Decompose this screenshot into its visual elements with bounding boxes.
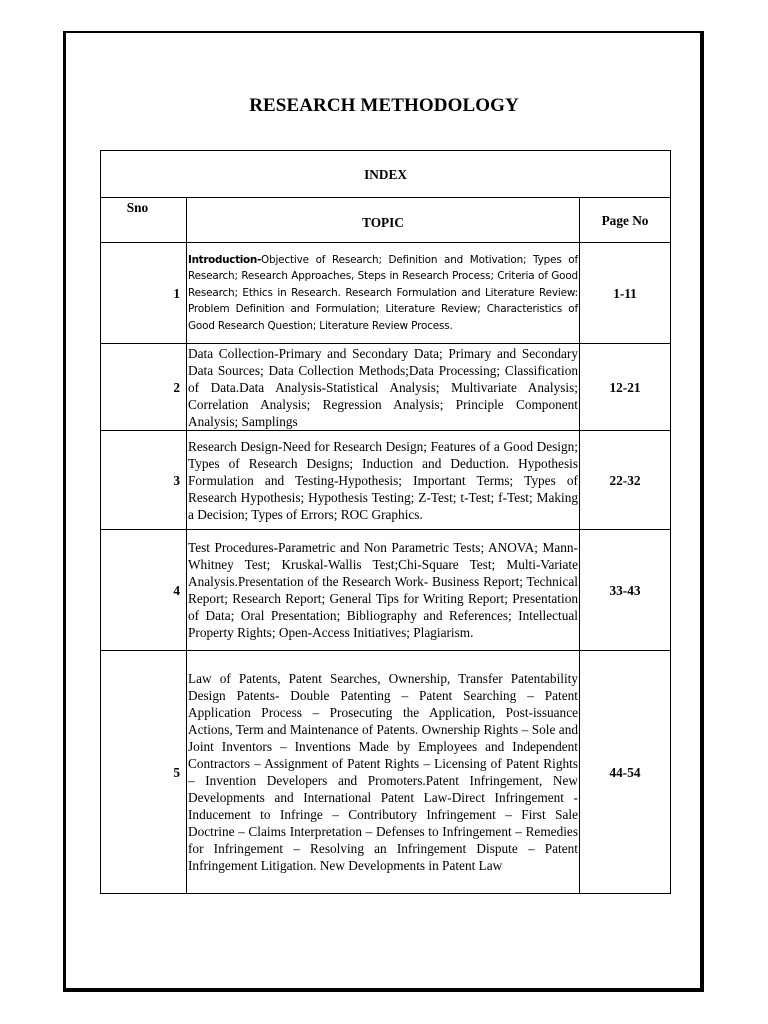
- index-heading: INDEX: [101, 151, 671, 198]
- table-row: [101, 530, 671, 651]
- index-heading-row: [101, 151, 671, 198]
- page-range-cell: 33-43: [580, 530, 671, 651]
- sno-cell: 2: [101, 344, 187, 431]
- sno-cell: 3: [101, 431, 187, 530]
- page-range-cell: 22-32: [580, 431, 671, 530]
- topic-cell: Law of Patents, Patent Searches, Ownership, Transfer Patentability Design Patents- Double Patenting – Patent Searching – Patent Application Process – Prosecuting the Application, Post-issuance Actions, Term and Maintenance of Patents. Ownership Rights – Sole and Joint Inventors – Inventions Made by Employees and Independent Contractors – Assignment of Patent Rights – Licensing of Patent Rights – Invention Developers and Promoters.Patent Infringement, New Developments and International Patent Law-Direct Infringement - Inducement to Infringe – Contributory Infringement – First Sale Doctrine – Claims Interpretation – Defenses to Infringement – Remedies for Infringement – Resolving an Infringement Dispute – Patent Infringement Litigation. New Developments in Patent Law: [187, 651, 580, 894]
- column-header-row: [101, 198, 671, 243]
- topic-cell: Data Collection-Primary and Secondary Data; Primary and Secondary Data Sources; Data Collection Methods;Data Processing; Classification of Data.Data Analysis-Statistical Analysis; Multivariate Analysis; Correlation Analysis; Regression Analysis; Principle Component Analysis; Samplings: [188, 345, 578, 429]
- page-range-cell: 44-54: [580, 651, 671, 894]
- page-column-header: Page No: [580, 198, 671, 243]
- page-range-cell: 12-21: [580, 344, 671, 431]
- index-table: [100, 150, 671, 894]
- page-range-cell: 1-11: [580, 243, 671, 344]
- sno-cell: 5: [101, 651, 187, 894]
- table-row: [101, 243, 671, 344]
- sno-header-label: Sno: [126, 200, 149, 215]
- topic-header-label: TOPIC: [362, 214, 404, 230]
- topic-text: Objective of Research; Definition and Motivation; Types of Research; Research Approaches, Steps in Research Process; Criteria of Good Research; Ethics in Research. Research Formulation and Literature Review: Problem Definition and Formulation; Literature Review; Characteristics of Good Research Question; Literature Review Process.: [188, 253, 578, 332]
- document-title: RESEARCH METHODOLOGY: [249, 95, 519, 116]
- table-row: [101, 344, 671, 431]
- table-row: [101, 651, 671, 894]
- topic-column-header: [187, 198, 580, 243]
- topic-lead: Introduction-: [188, 253, 261, 266]
- sno-cell: 4: [101, 530, 187, 651]
- sno-column-header: [101, 198, 187, 243]
- topic-cell: Test Procedures-Parametric and Non Parametric Tests; ANOVA; Mann-Whitney Test; Kruskal-Wallis Test;Chi-Square Test; Multi-Variate Analysis.Presentation of the Research Work- Business Report; Technical Report; Research Report; General Tips for Writing Report; Presentation of Data; Oral Presentation; Bibliography and References; Intellectual Property Rights; Open-Access Initiatives; Plagiarism.: [187, 530, 580, 651]
- sno-cell: 1: [101, 243, 187, 344]
- topic-cell: [187, 243, 580, 344]
- table-row: [101, 431, 671, 530]
- topic-cell: Research Design-Need for Research Design; Features of a Good Design; Types of Research Designs; Induction and Deduction. Hypothesis Formulation and Testing-Hypothesis; Important Terms; Types of Research Hypothesis; Hypothesis Testing; Z-Test; t-Test; f-Test; Making a Decision; Types of Errors; ROC Graphics.: [187, 431, 580, 530]
